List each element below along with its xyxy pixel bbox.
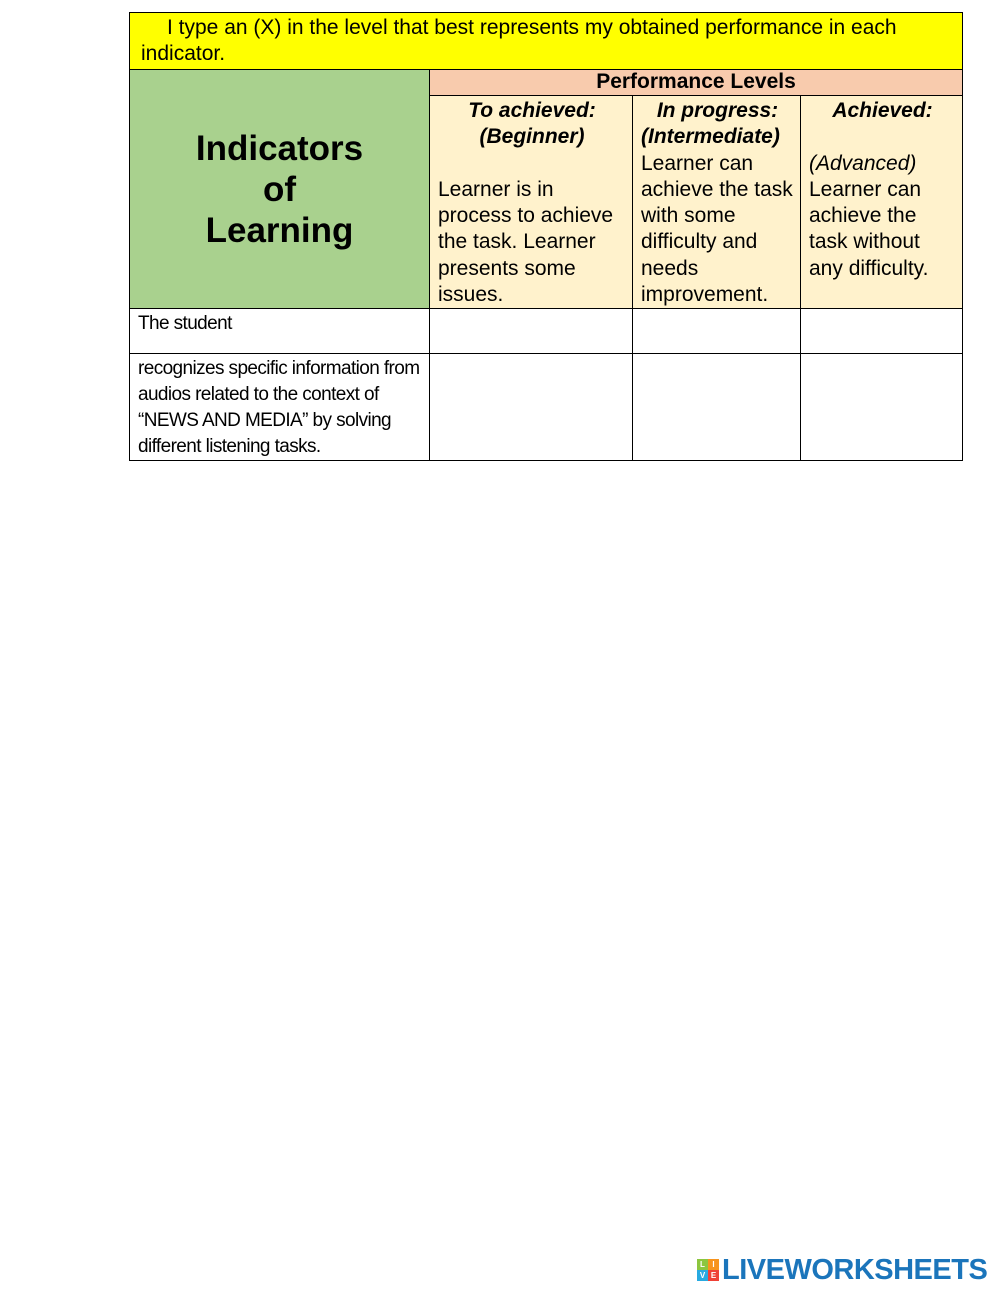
- answer-cell-advanced[interactable]: [801, 309, 963, 354]
- level-intermediate-subtitle: (Intermediate): [641, 125, 780, 149]
- logo-mark-letter: L: [697, 1259, 708, 1270]
- level-intermediate-cell: [633, 96, 801, 309]
- answer-cell-intermediate[interactable]: [633, 354, 801, 461]
- level-advanced-title: Achieved:: [832, 99, 933, 122]
- indicator-cell: The student: [130, 309, 430, 354]
- liveworksheets-mark-icon: [697, 1259, 719, 1281]
- level-beginner-title: To achieved:: [468, 99, 596, 122]
- instruction-cell: [130, 13, 963, 70]
- rubric-sheet: [129, 12, 962, 461]
- answer-cell-beginner[interactable]: [430, 309, 633, 354]
- logo-text: LIVEWORKSHEETS: [722, 1253, 988, 1286]
- performance-header-row: [130, 70, 963, 96]
- table-row: [130, 354, 963, 461]
- performance-levels-header: Performance Levels: [430, 70, 963, 96]
- indicators-title-line2: of: [262, 169, 297, 209]
- level-intermediate-title: In progress:: [656, 99, 779, 122]
- level-advanced-subtitle: (Advanced): [809, 151, 917, 175]
- answer-cell-intermediate[interactable]: [633, 309, 801, 354]
- liveworksheets-logo: [697, 1255, 987, 1285]
- indicator-cell: recognizes specific information from audios related to the context of “NEWS AND MEDIA” by solving different listening tasks.: [130, 354, 430, 461]
- logo-mark-letter: I: [708, 1259, 719, 1270]
- level-advanced-description: Learner can achieve the task without any difficulty.: [809, 177, 929, 280]
- answer-cell-beginner[interactable]: [430, 354, 633, 461]
- level-beginner-subtitle: (Beginner): [479, 125, 585, 149]
- level-beginner-description: Learner is in process to achieve the task. Learner presents some issues.: [438, 177, 614, 307]
- level-advanced-cell: [801, 96, 963, 309]
- table-row: [130, 309, 963, 354]
- level-intermediate-description: Learner can achieve the task with some difficulty and needs improvement.: [641, 151, 793, 307]
- logo-mark-letter: E: [708, 1270, 719, 1281]
- rubric-table: [129, 12, 963, 461]
- answer-cell-advanced[interactable]: [801, 354, 963, 461]
- indicators-title-line3: Learning: [205, 210, 354, 250]
- instruction-row: [130, 13, 963, 70]
- instruction-text: I type an (X) in the level that best represents my obtained performance in each indicator.: [141, 16, 897, 65]
- indicators-header-cell: [130, 70, 430, 309]
- logo-mark-letter: V: [697, 1270, 708, 1281]
- indicators-title-line1: Indicators: [195, 128, 364, 168]
- level-beginner-cell: [430, 96, 633, 309]
